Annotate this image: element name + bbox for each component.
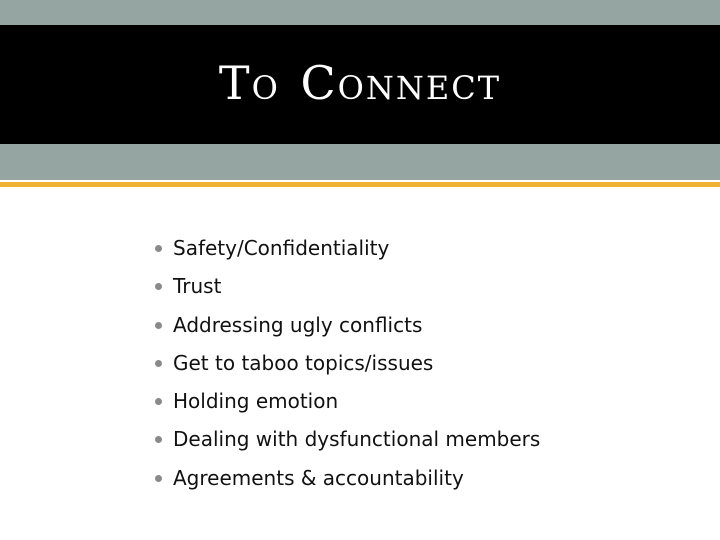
bullet-text: Safety/Confidentiality [173,236,390,260]
bullet-dot-icon [155,475,162,482]
bullet-text: Trust [173,274,222,299]
bullet-text: Holding emotion [173,389,339,414]
bullet-dot-icon [155,360,162,367]
bullet-item [155,459,540,497]
bullet-text: Agreements & accountability [173,465,464,490]
bullet-item [155,382,540,420]
bullet-dot-icon [155,283,162,290]
bottom-gray-band [0,144,720,180]
bullet-item [155,229,540,267]
accent-rule [0,182,720,187]
bullet-item [155,267,540,305]
bullet-text: Get to taboo topics/issues [173,350,434,375]
bullet-item [155,344,540,382]
bullet-dot-icon [155,245,162,252]
bullet-text: Dealing with dysfunctional members [173,427,541,452]
bullet-item [155,306,540,344]
bullet-text: Addressing ugly conflicts [173,312,423,337]
bullet-dot-icon [155,322,162,329]
bullet-item [155,420,540,458]
top-gray-band [0,0,720,25]
slide-title: To Connect [218,56,502,110]
bullet-dot-icon [155,436,162,443]
bullet-dot-icon [155,398,162,405]
bullet-list [155,229,540,497]
